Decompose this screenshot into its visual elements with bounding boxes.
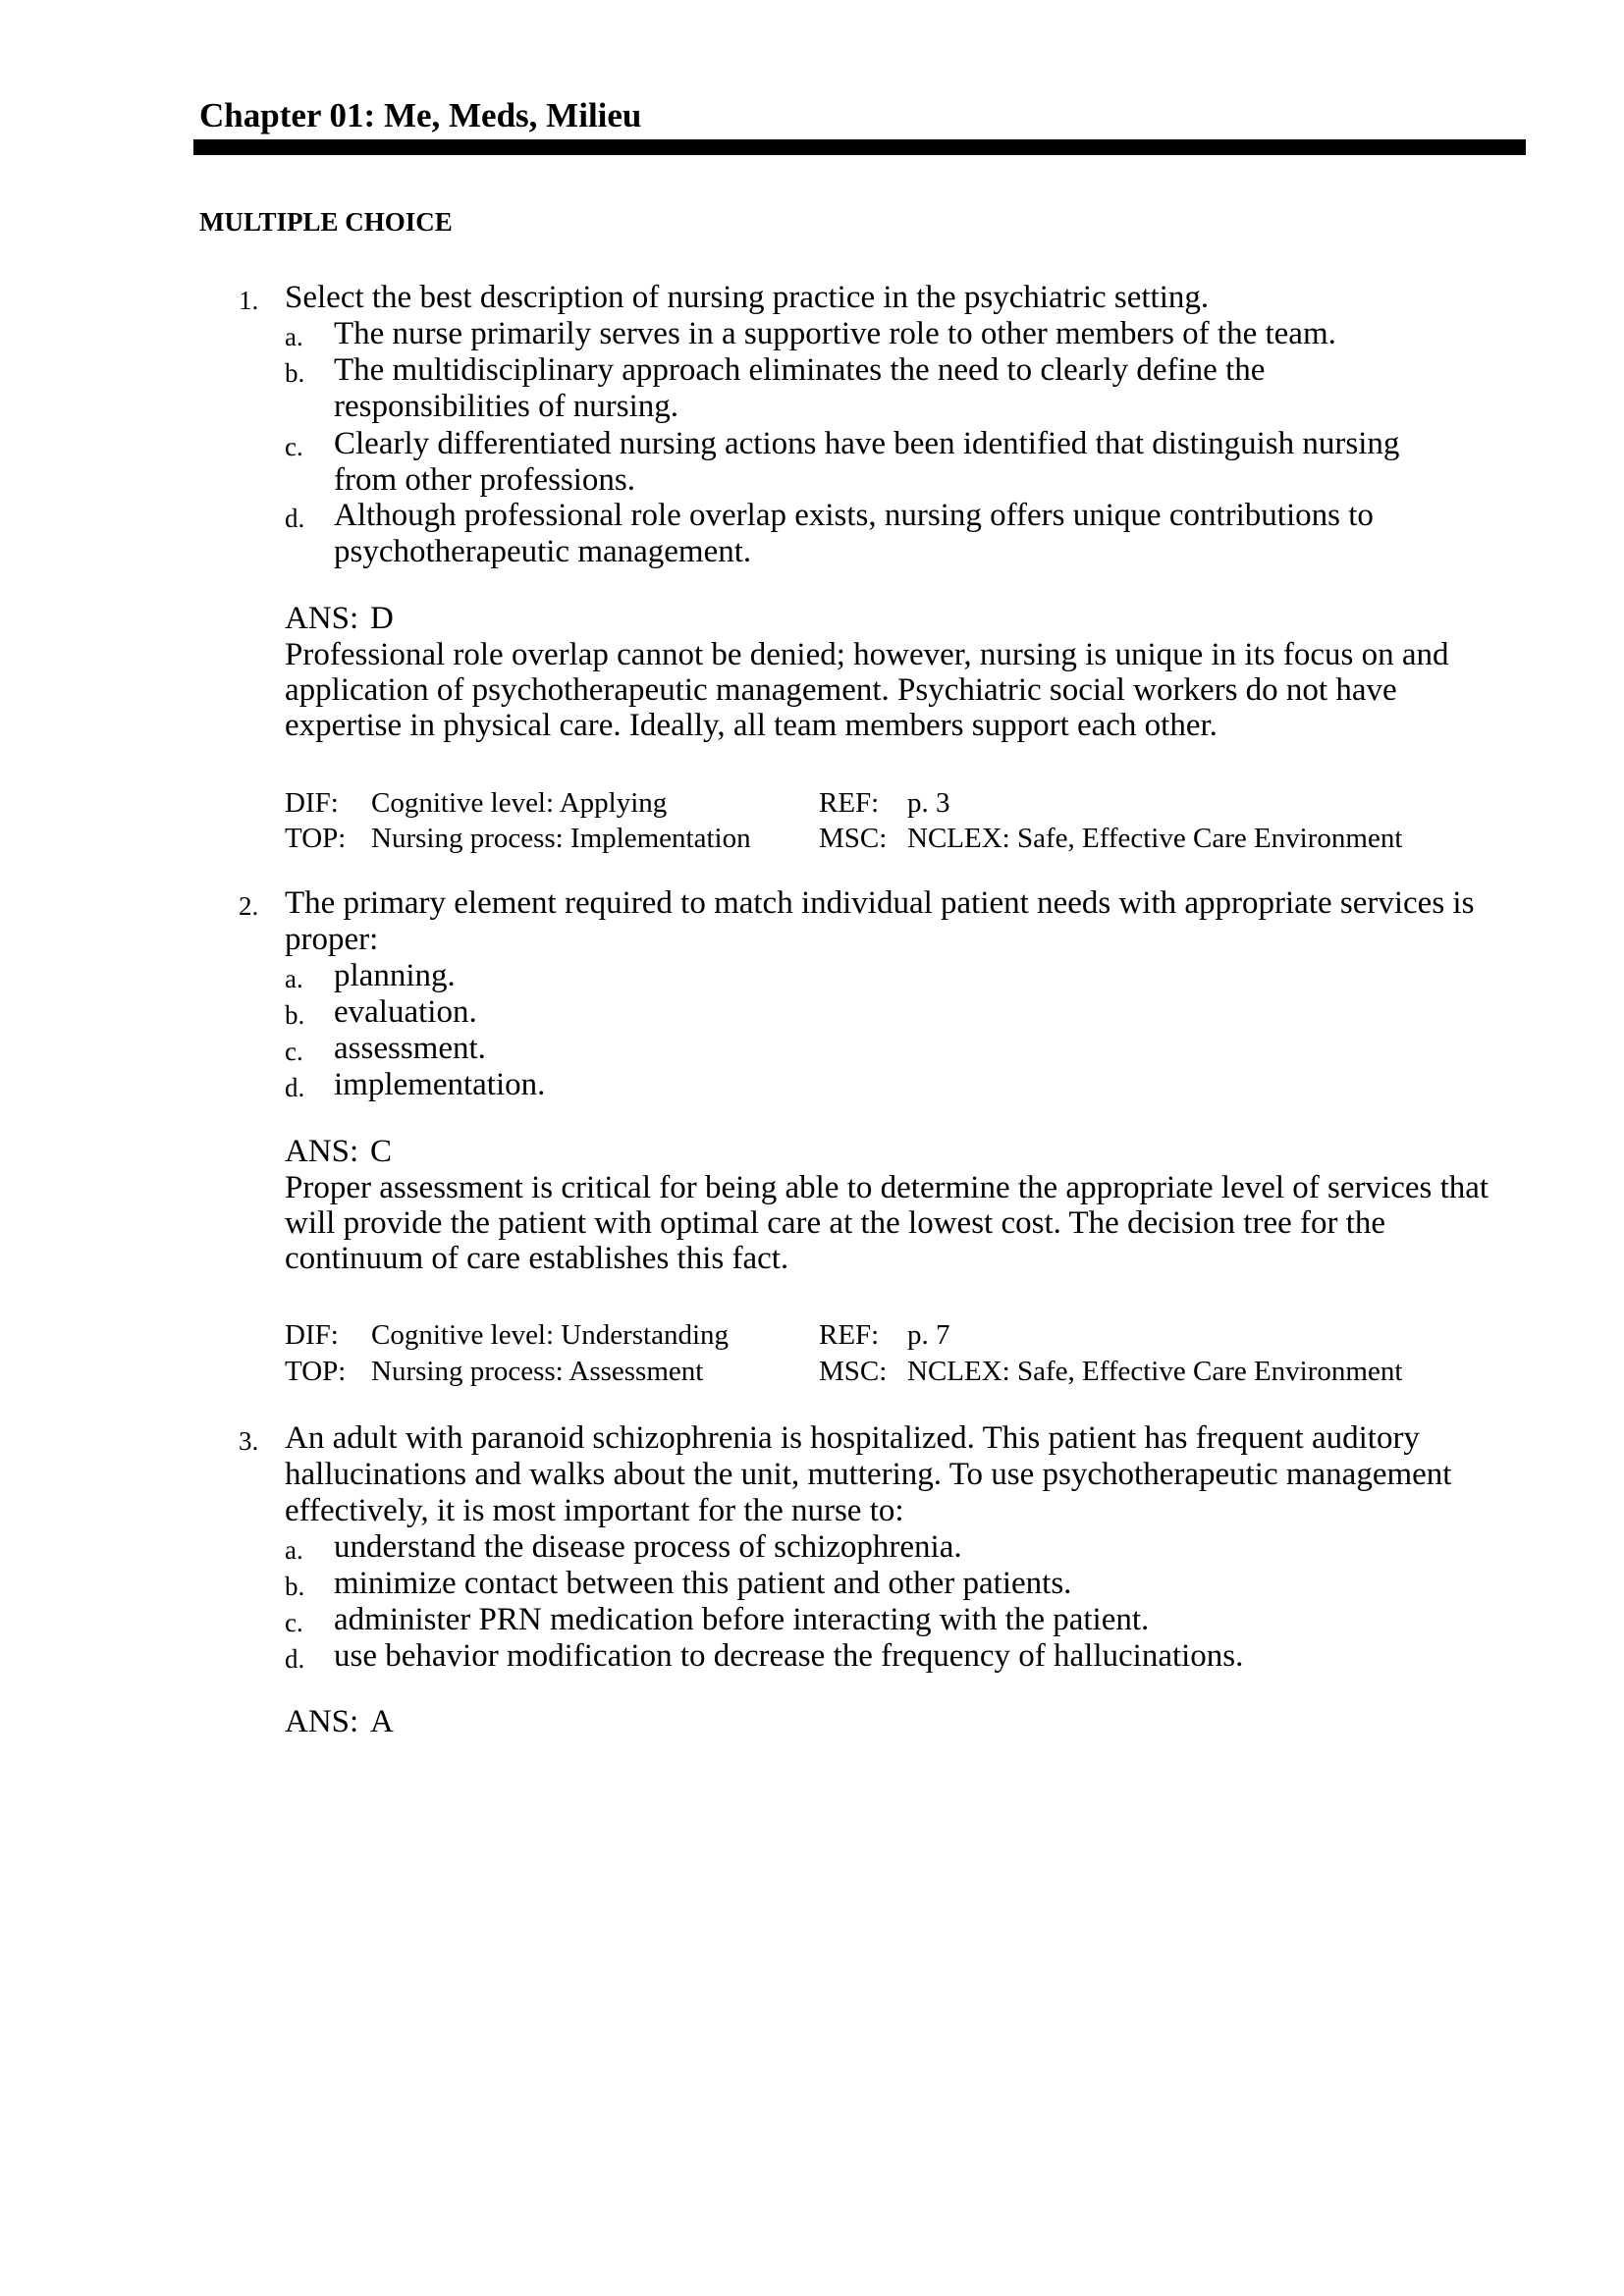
dif-value: Cognitive level: Applying — [371, 787, 668, 819]
option-text-c: assessment. — [334, 1031, 486, 1066]
question-stem: An adult with paranoid schizophrenia is hospitalized. This patient has frequent auditory — [285, 1420, 1420, 1456]
question-number: 2. — [239, 891, 259, 921]
answer-value: A — [370, 1704, 394, 1739]
option-letter-b: b. — [285, 358, 305, 388]
top-label: TOP: — [285, 823, 347, 854]
option-text-d: use behavior modification to decrease the frequency of hallucinations. — [334, 1638, 1244, 1674]
top-label: TOP: — [285, 1356, 347, 1387]
option-text-d-cont: psychotherapeutic management. — [334, 534, 752, 569]
rationale-line: Professional role overlap cannot be denied; however, nursing is unique in its focus on and — [285, 637, 1449, 672]
answer-value: C — [370, 1134, 393, 1169]
answer-value: D — [370, 601, 394, 636]
ref-label: REF: — [819, 787, 880, 819]
question-stem-cont: hallucinations and walks about the unit, muttering. To use psychotherapeutic management — [285, 1457, 1452, 1492]
option-text-a: understand the disease process of schizophrenia. — [334, 1529, 962, 1565]
question-stem-cont: effectively, it is most important for the nurse to: — [285, 1493, 904, 1528]
title-rule — [193, 139, 1526, 155]
option-letter-a: a. — [285, 322, 303, 351]
rationale-line: application of psychotherapeutic management. Psychiatric social workers do not have — [285, 672, 1397, 708]
option-text-d: Although professional role overlap exists, nursing offers unique contributions to — [334, 498, 1374, 533]
option-text-b: minimize contact between this patient and other patients. — [334, 1566, 1072, 1601]
answer-label: ANS: — [285, 1134, 359, 1169]
option-text-a: The nurse primarily serves in a supportive role to other members of the team. — [334, 316, 1336, 351]
option-letter-a: a. — [285, 964, 303, 993]
top-value: Nursing process: Implementation — [371, 823, 751, 854]
option-text-c: Clearly differentiated nursing actions have been identified that distinguish nursing — [334, 426, 1400, 461]
question-number: 1. — [239, 286, 259, 315]
option-text-c: administer PRN medication before interacting with the patient. — [334, 1602, 1150, 1637]
top-value: Nursing process: Assessment — [371, 1356, 704, 1387]
dif-value: Cognitive level: Understanding — [371, 1319, 730, 1351]
answer-label: ANS: — [285, 601, 359, 636]
option-letter-c: c. — [285, 432, 303, 461]
ref-value: p. 3 — [907, 787, 950, 819]
option-text-d: implementation. — [334, 1067, 546, 1102]
option-letter-d: d. — [285, 504, 305, 533]
rationale-line: continuum of care establishes this fact. — [285, 1241, 789, 1276]
option-letter-c: c. — [285, 1608, 303, 1637]
option-text-a: planning. — [334, 958, 456, 993]
dif-label: DIF: — [285, 787, 339, 819]
option-text-c-cont: from other professions. — [334, 462, 636, 498]
rationale-line: will provide the patient with optimal care at the lowest cost. The decision tree for the — [285, 1205, 1386, 1241]
chapter-title: Chapter 01: Me, Meds, Milieu — [199, 96, 642, 134]
rationale-line: expertise in physical care. Ideally, all team members support each other. — [285, 708, 1218, 743]
question-stem: The primary element required to match individual patient needs with appropriate services is — [285, 885, 1475, 921]
question-stem: Select the best description of nursing practice in the psychiatric setting. — [285, 280, 1210, 315]
dif-label: DIF: — [285, 1319, 339, 1351]
option-letter-b: b. — [285, 1000, 305, 1030]
option-letter-d: d. — [285, 1644, 305, 1674]
option-letter-b: b. — [285, 1572, 305, 1601]
section-heading: MULTIPLE CHOICE — [199, 207, 453, 237]
rationale-line: Proper assessment is critical for being able to determine the appropriate level of services that — [285, 1170, 1489, 1205]
option-letter-c: c. — [285, 1037, 303, 1066]
ref-value: p. 7 — [907, 1319, 950, 1351]
option-text-b: The multidisciplinary approach eliminates the need to clearly define the — [334, 352, 1266, 388]
option-letter-a: a. — [285, 1535, 303, 1565]
msc-label: MSC: — [819, 823, 888, 854]
msc-value: NCLEX: Safe, Effective Care Environment — [907, 823, 1403, 854]
option-text-b-cont: responsibilities of nursing. — [334, 389, 679, 424]
option-letter-d: d. — [285, 1073, 305, 1102]
option-text-b: evaluation. — [334, 994, 477, 1030]
question-stem-cont: proper: — [285, 922, 379, 957]
answer-label: ANS: — [285, 1704, 359, 1739]
msc-value: NCLEX: Safe, Effective Care Environment — [907, 1356, 1403, 1387]
msc-label: MSC: — [819, 1356, 888, 1387]
question-number: 3. — [239, 1426, 259, 1456]
ref-label: REF: — [819, 1319, 880, 1351]
